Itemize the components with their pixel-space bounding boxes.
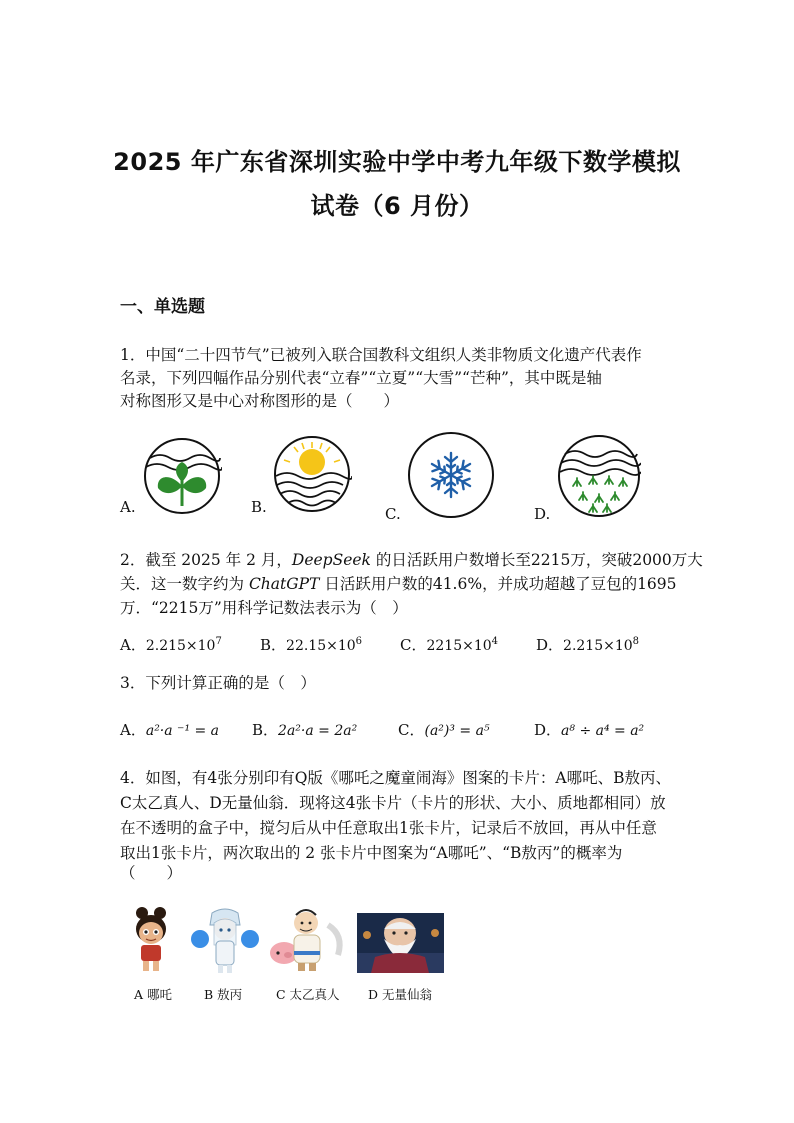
caption-a: A 哪吒	[134, 987, 173, 1002]
caption-d: D 无量仙翁	[368, 987, 432, 1002]
q1-line-2: 名录，下列四幅作品分别代表“立春”“立夏”“大雪”“芒种”，其中既是轴	[120, 369, 602, 387]
card-b-aobing-image	[190, 905, 260, 975]
q1-option-d-label: D.	[534, 505, 551, 523]
caption-b: B 敖丙	[204, 987, 243, 1002]
q1-line-1: 1．中国“二十四节气”已被列入联合国教科文组织人类非物质文化遗产代表作	[120, 346, 642, 364]
q3-option-b: B．2a²·a = 2a²	[252, 721, 358, 739]
q2-option-a: A．$2.215\times 10^7$	[120, 636, 222, 654]
q4-line-3: 在不透明的盒子中，搅匀后从中任意取出1张卡片，记录后不放回，再从中任意	[120, 819, 657, 837]
caption-c: C 太乙真人	[276, 987, 340, 1002]
q2-line-2: 关．这一数字约为 ChatGPT 日活跃用户数的41.6%，并成功超越了豆包的1695	[120, 575, 677, 593]
q3-option-d: D．a⁸ ÷ a⁴ = a²	[534, 721, 645, 739]
q3-option-a: A．a²·a ⁻¹ = a	[120, 721, 220, 739]
section-heading: 一、单选题	[120, 297, 205, 317]
q4-line-4: 取出1张卡片，两次取出的 2 张卡片中图案为“A哪吒”、“B敖丙”的概率为	[120, 844, 623, 862]
q1-option-b-label: B.	[251, 498, 267, 516]
q2-option-c: C．$2215\times 10^4$	[400, 636, 499, 654]
q1-option-c-label: C.	[385, 505, 401, 523]
q2-line-1: 2．截至 2025 年 2 月，DeepSeek 的日活跃用户数增长至2215万，突破2000万大	[120, 551, 703, 569]
chatgpt-term: ChatGPT	[248, 575, 320, 593]
q2-option-b: B．$22.15\times 10^6$	[260, 636, 363, 654]
deepseek-term: DeepSeek	[291, 551, 371, 569]
lixia-summer-figure	[272, 434, 352, 514]
q1-line-3: 对称图形又是中心对称图形的是（ ）	[120, 392, 400, 410]
page-title-line-2: 试卷（6 月份）	[310, 192, 484, 220]
q2-option-d: D．$2.215\times 10^8$	[536, 636, 640, 654]
page-title-line-1: 2025 年广东省深圳实验中学中考九年级下数学模拟	[113, 148, 681, 176]
q4-line-2: C太乙真人、D无量仙翁．现将这4张卡片（卡片的形状、大小、质地都相同）放	[120, 794, 666, 812]
card-d-wuliang-image	[357, 913, 444, 973]
q4-line-1: 4．如图，有4张分别印有Q版《哪吒之魔童闹海》图案的卡片：A哪吒、B敖丙、	[120, 769, 672, 787]
daxue-snow-figure	[407, 431, 495, 519]
q3-stem: 3．下列计算正确的是（ ）	[120, 674, 316, 692]
q4-line-5: （ ）	[120, 864, 183, 882]
q1-option-a-label: A.	[120, 498, 136, 516]
card-c-taiyi-image	[268, 905, 348, 975]
card-a-nezha-image	[128, 905, 174, 975]
q2-line-3: 万．“2215万”用科学记数法表示为（ ）	[120, 599, 408, 617]
lichun-spring-figure	[142, 436, 222, 516]
mangzhong-grain-figure	[557, 434, 641, 518]
q3-option-c: C．(a²)³ = a⁵	[398, 721, 490, 739]
